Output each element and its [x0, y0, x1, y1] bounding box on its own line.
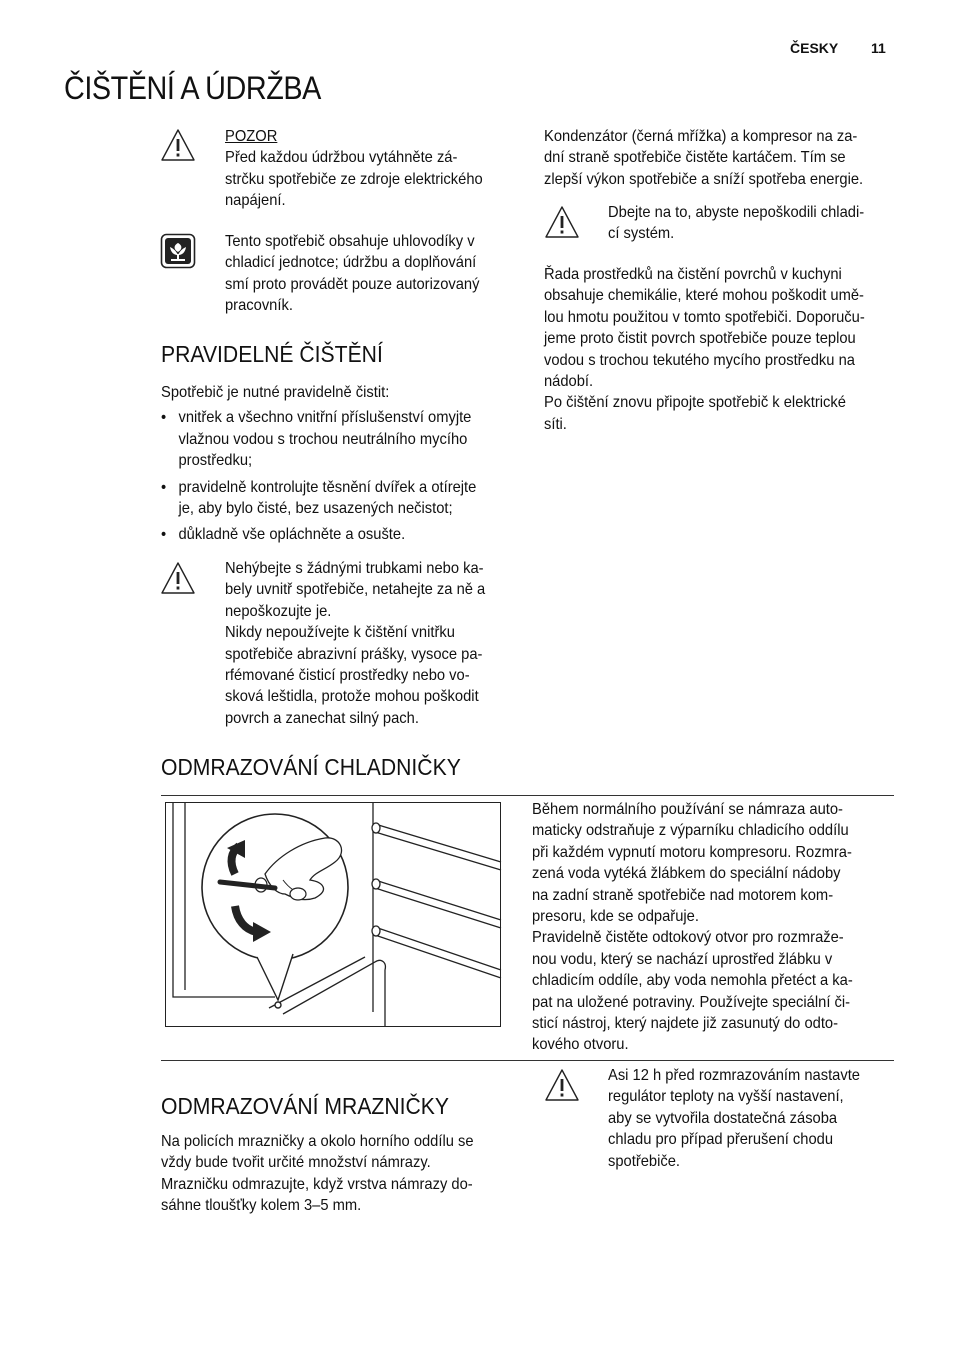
- header-language: ČESKY: [790, 40, 839, 56]
- divider: [161, 795, 894, 796]
- section-title-fridge-defrost: ODMRAZOVÁNÍ CHLADNIČKY: [161, 754, 461, 780]
- bullet-symbol: •: [161, 409, 167, 427]
- warning-pipes: Nehýbejte s žádnými trubkami nebo ka- bely uvnitř spotřebiče, netahejte za ně a nepoškozujte je. Nikdy nepoužívejte k čištění vnitřku spotřebiče abrazivní prášky, vysoce pa- rfémované čisticí prostředky nebo vo- sková leštidla, protože mohou poškodit povrch a zanechat silný pach.: [225, 560, 486, 727]
- page-title: ČIŠTĚNÍ A ÚDRŽBA: [64, 70, 321, 106]
- condenser-paragraph: Kondenzátor (černá mřížka) a kompresor na za- dní straně spotřebiče čistěte kartáčem. Tím se zlepší výkon spotřebiče a sníží spotřeba energie.: [544, 128, 864, 188]
- list-item: • vnitřek a všechno vnitřní příslušenství omyjte vlažnou vodou s trochou neutrálního mycího prostředku;: [161, 407, 511, 471]
- chemicals-paragraph: Řada prostředků na čistění povrchů v kuchyni obsahuje chemikálie, které mohou poškodit umě- lou hmotu použitou v tomto spotřebiči. Doporuču- jeme proto čistit povrch spotřebiče pouze teplou vodou s trochou tekutého mycího prostředku na nádobí. Po čištění znovu připojte spotřebič k elektrické síti.: [544, 266, 865, 433]
- warning-cooling-system: Dbejte na to, abyste nepoškodili chladi- cí systém.: [608, 204, 865, 243]
- warning-label: POZOR: [225, 128, 278, 145]
- freezer-defrost-paragraph: Na policích mrazničky a okolo horního oddílu se vždy bude tvořit určité množství námrazy. Mrazničku odmrazujte, když vrstva námrazy do- sáhne tloušťky kolem 3–5 mm.: [161, 1133, 474, 1215]
- list-item: • pravidelně kontrolujte těsnění dvířek a otírejte je, aby bylo čisté, bez usazených nečistot;: [161, 477, 511, 520]
- list-item: • důkladně vše opláchněte a osušte.: [161, 524, 511, 545]
- environment-note: Tento spotřebič obsahuje uhlovodíky v chladicí jednotce; údržbu a doplňování smí proto provádět pouze autorizovaný pracovník.: [225, 233, 480, 315]
- warning-icon: [544, 1068, 580, 1102]
- fridge-defrost-paragraph: Během normálního používání se námraza auto- maticky odstraňuje z výparníku chladicího oddílu při každém vypnutí motoru kompresoru. Rozmra- zená voda vytéká žlábkem do speciální nádoby na zadní straně spotřebiče nad motorem kom- presoru, kde se odpařuje. Pravidelně čistěte odtokový otvor pro rozmraže- nou vodu, který se nachází uprostřed žlábku v chladicím oddíle, aby voda nemohla přetéct a ka- pat na uložené potraviny. Používejte speciální či- sticí nástroj, který najdete již zasunutý do odto- kového otvoru.: [532, 801, 853, 1054]
- environment-icon: [160, 233, 196, 269]
- section-title-regular-cleaning: PRAVIDELNÉ ČIŠTĚNÍ: [161, 341, 383, 367]
- warning-icon: [160, 128, 196, 162]
- regular-cleaning-intro: Spotřebič je nutné pravidelně čistit:: [161, 384, 390, 401]
- divider: [161, 1060, 894, 1061]
- section-title-freezer-defrost: ODMRAZOVÁNÍ MRAZNIČKY: [161, 1093, 450, 1119]
- page-number: 11: [871, 40, 886, 56]
- warning-freezer-defrost: Asi 12 h před rozmrazováním nastavte regulátor teploty na vyšší nastavení, aby se vytvořila dostatečná zásoba chladu pro případ přerušení chodu spotřebiče.: [608, 1067, 860, 1170]
- defrost-illustration: [165, 802, 502, 1028]
- bullet-symbol: •: [161, 478, 167, 496]
- bullet-symbol: •: [161, 526, 167, 544]
- warning-icon: [544, 205, 580, 239]
- warning-icon: [160, 561, 196, 595]
- warning-pozor: POZOR Před každou údržbou vytáhněte zá- strčku spotřebiče ze zdroje elektrického napájení.: [225, 128, 483, 210]
- regular-cleaning-body: [161, 382, 511, 546]
